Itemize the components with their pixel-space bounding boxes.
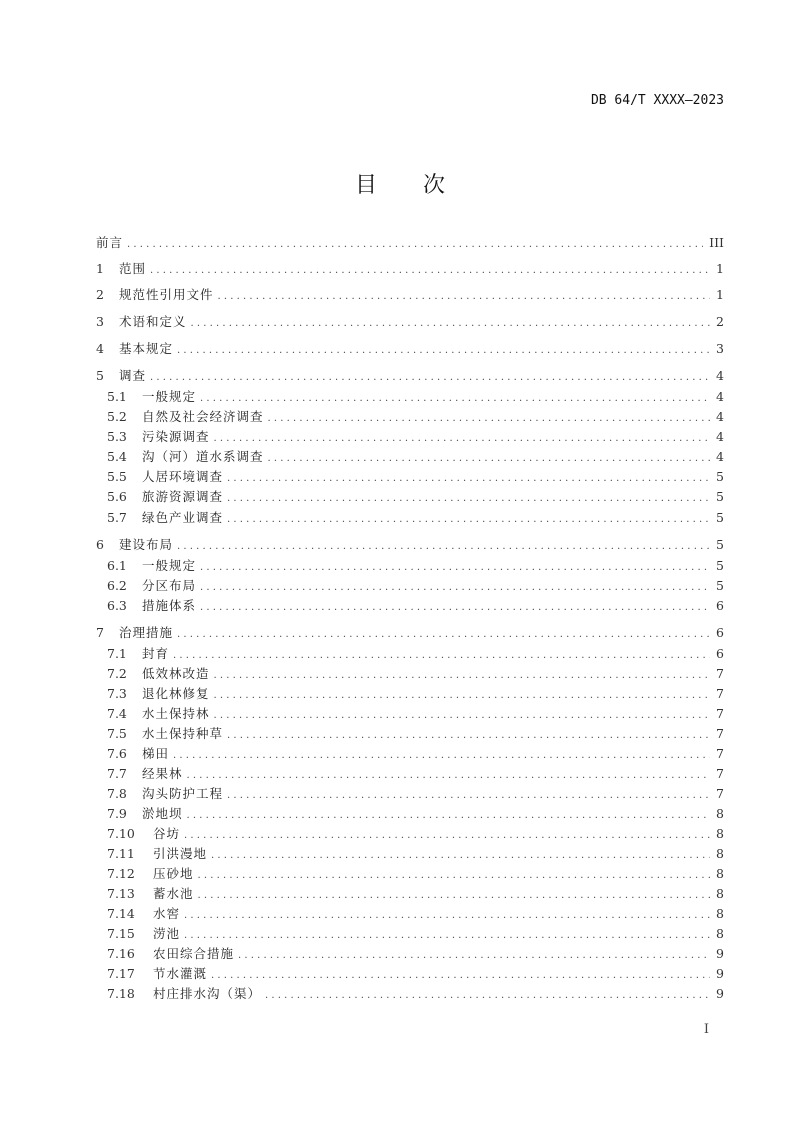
dot-leader: [187, 806, 710, 826]
toc-entry-number: 1: [96, 261, 104, 276]
toc-entry-page: 2: [716, 314, 724, 329]
toc-entry-number: 6.3: [107, 598, 127, 613]
toc-entry-page: 1: [716, 261, 724, 276]
standard-code: DB 64/T XXXX—2023: [590, 93, 724, 108]
toc-entry-number: 7.9: [107, 806, 127, 821]
toc-entry-page: 8: [716, 866, 724, 881]
toc-entry-number: 5: [96, 368, 104, 383]
dot-leader: [268, 409, 710, 429]
dot-leader: [227, 469, 710, 489]
toc-entry-label: 术语和定义: [119, 314, 187, 329]
toc-entry-page: 1: [716, 287, 724, 302]
dot-leader: [200, 598, 710, 618]
toc-entry-page: 8: [716, 926, 724, 941]
toc-entry-number: 7.7: [107, 766, 127, 781]
dot-leader: [214, 706, 710, 726]
toc-entry-label: 调查: [119, 368, 147, 383]
toc-entry[interactable]: [107, 664, 724, 684]
toc-entry-number: 7.14: [107, 906, 135, 921]
toc-entry-label: 治理措施: [119, 625, 174, 640]
toc-entry-number: 7.1: [107, 646, 127, 661]
toc-entry[interactable]: [107, 964, 724, 984]
toc-entry-page: 9: [716, 946, 724, 961]
toc-entry[interactable]: [107, 387, 724, 407]
dot-leader: [227, 489, 710, 509]
toc-entry[interactable]: [107, 884, 724, 904]
toc-entry-number: 7.4: [107, 706, 127, 721]
toc-entry-page: 5: [716, 558, 724, 573]
toc-entry-label: 引洪漫地: [153, 846, 208, 861]
page-number: I: [703, 1022, 709, 1037]
toc-entry-label: 措施体系: [142, 598, 197, 613]
toc-entry-page: 9: [716, 986, 724, 1001]
dot-leader: [127, 235, 703, 255]
toc-entry-label: 涝池: [153, 926, 181, 941]
toc-entry-number: 7.2: [107, 666, 127, 681]
toc-entry-number: 7.16: [107, 946, 135, 961]
dot-leader: [211, 846, 710, 866]
toc-entry-page: III: [709, 235, 724, 250]
toc-entry-label: 一般规定: [142, 389, 197, 404]
toc-entry-number: 5.1: [107, 389, 127, 404]
toc-entry-page: 4: [716, 368, 724, 383]
toc-entry-number: 7.3: [107, 686, 127, 701]
toc-entry[interactable]: [107, 596, 724, 616]
dot-leader: [187, 766, 710, 786]
toc-entry[interactable]: [107, 684, 724, 704]
dot-leader: [184, 826, 710, 846]
toc-entry[interactable]: [107, 744, 724, 764]
toc-entry-page: 9: [716, 966, 724, 981]
toc-entry-page: 4: [716, 409, 724, 424]
toc-entry[interactable]: [107, 556, 724, 576]
toc-entry[interactable]: [107, 844, 724, 864]
toc-entry[interactable]: [96, 535, 724, 555]
toc-entry-page: 8: [716, 806, 724, 821]
dot-leader: [211, 966, 710, 986]
toc-entry-label: 旅游资源调查: [142, 489, 224, 504]
toc-entry-number: 5.2: [107, 409, 127, 424]
toc-entry-label: 经果林: [142, 766, 183, 781]
toc-entry-label: 谷坊: [153, 826, 181, 841]
toc-entry-number: 5.5: [107, 469, 127, 484]
toc-entry-label: 基本规定: [119, 341, 174, 356]
toc-entry[interactable]: [107, 576, 724, 596]
toc-entry[interactable]: [107, 427, 724, 447]
toc-entry[interactable]: [107, 764, 724, 784]
toc-entry-number: 5.7: [107, 510, 127, 525]
toc-entry-page: 5: [716, 469, 724, 484]
toc-entry[interactable]: [107, 924, 724, 944]
toc-entry-number: 5.6: [107, 489, 127, 504]
toc-entry[interactable]: [107, 984, 724, 1004]
toc-entry-page: 7: [716, 766, 724, 781]
toc-entry[interactable]: [107, 508, 724, 528]
dot-leader: [150, 368, 710, 388]
toc-entry-number: 5.3: [107, 429, 127, 444]
toc-entry-label: 建设布局: [119, 537, 174, 552]
dot-leader: [198, 866, 710, 886]
toc-entry[interactable]: [107, 724, 724, 744]
toc-entry-page: 7: [716, 726, 724, 741]
toc-entry-label: 分区布局: [142, 578, 197, 593]
toc-entry-page: 7: [716, 786, 724, 801]
dot-leader: [200, 389, 710, 409]
toc-entry-number: 7.8: [107, 786, 127, 801]
toc-entry-label: 范围: [119, 261, 147, 276]
toc-entry-page: 8: [716, 886, 724, 901]
toc-entry-label: 低效林改造: [142, 666, 210, 681]
dot-leader: [214, 666, 710, 686]
toc-entry-label: 绿色产业调查: [142, 510, 224, 525]
toc-entry-page: 7: [716, 666, 724, 681]
toc-entry-page: 5: [716, 510, 724, 525]
toc-entry[interactable]: [107, 487, 724, 507]
dot-leader: [238, 946, 710, 966]
toc-entry-number: 7.12: [107, 866, 135, 881]
toc-entry[interactable]: [96, 233, 724, 253]
toc-entry-number: 7.15: [107, 926, 135, 941]
toc-entry-page: 7: [716, 706, 724, 721]
toc-entry-page: 6: [716, 598, 724, 613]
toc-entry[interactable]: [107, 447, 724, 467]
toc-entry[interactable]: [107, 804, 724, 824]
toc-entry[interactable]: [107, 824, 724, 844]
dot-leader: [184, 906, 710, 926]
toc-entry-label: 水土保持林: [142, 706, 210, 721]
toc-entry-page: 8: [716, 846, 724, 861]
toc-entry[interactable]: [107, 784, 724, 804]
dot-leader: [227, 510, 710, 530]
dot-leader: [173, 646, 710, 666]
toc-entry-page: 6: [716, 625, 724, 640]
toc-entry[interactable]: [96, 623, 724, 643]
dot-leader: [265, 986, 710, 1006]
toc-entry-page: 8: [716, 826, 724, 841]
toc-entry-label: 蓄水池: [153, 886, 194, 901]
toc-entry-number: 7.5: [107, 726, 127, 741]
toc-entry-page: 7: [716, 686, 724, 701]
toc-entry[interactable]: [107, 904, 724, 924]
toc-entry-number: 7.11: [107, 846, 135, 861]
toc-entry-number: 7.18: [107, 986, 135, 1001]
toc-entry-label: 压砂地: [153, 866, 194, 881]
toc-entry-number: 5.4: [107, 449, 127, 464]
toc-entry[interactable]: [107, 644, 724, 664]
dot-leader: [218, 287, 710, 307]
toc-entry-number: 7.13: [107, 886, 135, 901]
toc-entry-page: 5: [716, 537, 724, 552]
dot-leader: [184, 926, 710, 946]
toc-entry-number: 6.2: [107, 578, 127, 593]
toc-entry-label: 封育: [142, 646, 170, 661]
toc-entry-number: 7.10: [107, 826, 135, 841]
toc-entry-label: 农田综合措施: [153, 946, 235, 961]
toc-entry-page: 4: [716, 429, 724, 444]
toc-entry-number: 4: [96, 341, 104, 356]
toc-entry[interactable]: [96, 312, 724, 332]
toc-entry-label: 退化林修复: [142, 686, 210, 701]
toc-entry[interactable]: [96, 259, 724, 279]
toc-entry-page: 8: [716, 906, 724, 921]
toc-entry-label: 规范性引用文件: [119, 287, 214, 302]
toc-entry-number: 7: [96, 625, 104, 640]
dot-leader: [198, 886, 710, 906]
toc-entry-label: 沟（河）道水系调查: [142, 449, 264, 464]
dot-leader: [214, 429, 710, 449]
toc-entry-number: 7.6: [107, 746, 127, 761]
toc-entry-label: 自然及社会经济调查: [142, 409, 264, 424]
toc-entry[interactable]: [96, 339, 724, 359]
toc-entry[interactable]: [107, 467, 724, 487]
dot-leader: [173, 746, 710, 766]
dot-leader: [227, 786, 710, 806]
dot-leader: [177, 341, 710, 361]
toc-title-char: 次: [423, 173, 446, 198]
dot-leader: [268, 449, 710, 469]
dot-leader: [177, 625, 710, 645]
toc-entry-page: 5: [716, 489, 724, 504]
toc-entry-label: 节水灌溉: [153, 966, 208, 981]
toc-title: [0, 168, 800, 199]
toc-entry-page: 5: [716, 578, 724, 593]
toc-entry-page: 4: [716, 449, 724, 464]
toc-entry-label: 人居环境调查: [142, 469, 224, 484]
toc-entry[interactable]: [96, 285, 724, 305]
dot-leader: [200, 558, 710, 578]
toc-entry-label: 水窖: [153, 906, 181, 921]
toc-entry[interactable]: [107, 407, 724, 427]
toc-entry-page: 4: [716, 389, 724, 404]
toc-entry-number: 7.17: [107, 966, 135, 981]
toc-entry-label: 前言: [96, 235, 124, 250]
toc-entry-number: 6.1: [107, 558, 127, 573]
toc-entry[interactable]: [107, 704, 724, 724]
dot-leader: [150, 261, 710, 281]
toc-entry-page: 3: [716, 341, 724, 356]
dot-leader: [214, 686, 710, 706]
toc-entry-label: 污染源调查: [142, 429, 210, 444]
toc-entry-number: 2: [96, 287, 104, 302]
dot-leader: [191, 314, 710, 334]
toc-entry-label: 淤地坝: [142, 806, 183, 821]
toc-entry-label: 沟头防护工程: [142, 786, 224, 801]
toc-entry-number: 3: [96, 314, 104, 329]
dot-leader: [227, 726, 710, 746]
toc-entry-page: 6: [716, 646, 724, 661]
dot-leader: [200, 578, 710, 598]
toc-entry-number: 6: [96, 537, 104, 552]
toc-title-char: 目: [354, 173, 377, 198]
toc-entry-label: 梯田: [142, 746, 170, 761]
toc-entry[interactable]: [96, 366, 724, 386]
toc-entry-label: 水土保持种草: [142, 726, 224, 741]
toc-entry[interactable]: [107, 944, 724, 964]
toc-entry-label: 村庄排水沟（渠）: [153, 986, 262, 1001]
toc-entry-label: 一般规定: [142, 558, 197, 573]
toc-entry-page: 7: [716, 746, 724, 761]
toc-entry[interactable]: [107, 864, 724, 884]
dot-leader: [177, 537, 710, 557]
